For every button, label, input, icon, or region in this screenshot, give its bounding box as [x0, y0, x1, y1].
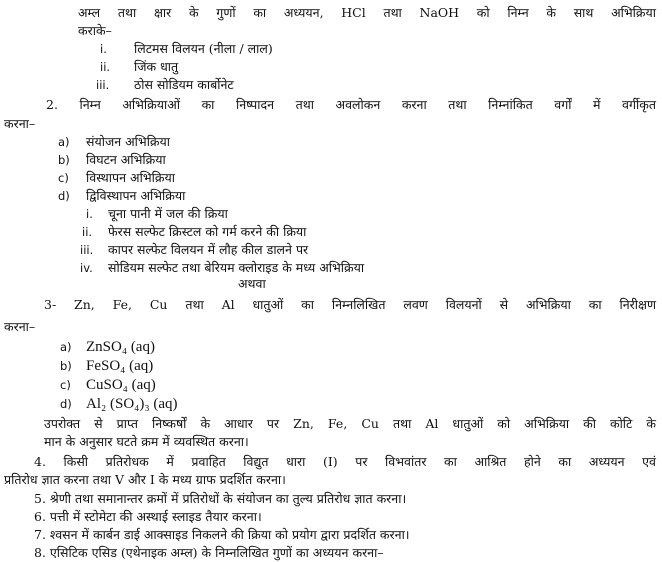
list-item: i. चूना पानी में जल की क्रिया — [86, 206, 228, 221]
question-4-line: 4. किसी प्रतिरोधक में प्रवाहित विद्युत धारा (I) पर विभवांतर का आश्रित होने का अध्ययन एवं — [34, 454, 656, 469]
question-2-line: 2. निम्न अभिक्रियाओं का निष्पादन तथा अवलोकन करना तथा निम्नांकित वर्गों में वर्गीकृत — [46, 97, 656, 112]
list-item: b) FeSO₄ (aq) — [60, 358, 154, 374]
question-2-line-cont: करना– — [4, 116, 36, 131]
acid-base-study-line: अम्ल तथा क्षार के गुणों का अध्ययन, HCl तथा NaOH को निम्न के साथ अभिक्रिया — [78, 5, 656, 20]
or-separator: अथवा — [238, 276, 266, 291]
list-item: a) संयोजन अभिक्रिया — [58, 134, 171, 149]
list-item: iii. ठोस सोडियम कार्बोनेट — [96, 77, 234, 92]
list-item: c) CuSO₄ (aq) — [60, 377, 156, 393]
list-item: iv. सोडियम सल्फेट तथा बेरियम क्लोराइड के मध्य अभिक्रिया — [80, 260, 365, 275]
list-item: i. लिटमस विलयन (नीला / लाल) — [100, 41, 273, 56]
list-item: c) विस्थापन अभिक्रिया — [58, 170, 175, 185]
question-8: 8. एसिटिक एसिड (एथेनाइक अम्ल) के निम्नलिखित गुणों का अध्ययन करना– — [34, 545, 384, 560]
acid-base-study-line-cont: कराके– — [78, 23, 112, 38]
question-3-conclusion-cont: मान के अनुसार घटते क्रम में व्यवस्थित करना। — [44, 434, 249, 449]
question-7: 7. श्वसन में कार्बन डाई आक्साइड निकलने की क्रिया को प्रयोग द्वारा प्रदर्शित करना। — [34, 527, 410, 542]
list-item: a) ZnSO₄ (aq) — [60, 339, 155, 355]
list-item: d) Al₂ (SO₄)₃ (aq) — [60, 396, 178, 412]
question-3-line: 3- Zn, Fe, Cu तथा Al धातुओं का निम्नलिखित लवण विलयनों से अभिक्रिया का निरीक्षण — [44, 297, 656, 312]
question-6: 6. पत्ती में स्टोमेटा की अस्थाई स्लाइड तैयार करना। — [34, 509, 262, 524]
list-item: d) द्विविस्थापन अभिक्रिया — [58, 188, 186, 203]
question-4-line-cont: प्रतिरोध ज्ञात करना तथा V और I के मध्य ग्राफ प्रदर्शित करना। — [4, 472, 286, 487]
list-item: iii. कापर सल्फेट विलयन में लौह कील डालने पर — [80, 242, 309, 257]
question-3-conclusion: उपरोक्त से प्राप्त निष्कर्षों के आधार पर Zn, Fe, Cu तथा Al धातुओं को अभिक्रिया की कोटि के — [44, 416, 656, 431]
list-item: ii. जिंक धातु — [100, 59, 179, 74]
list-item: ii. फेरस सल्फेट क्रिस्टल को गर्म करने की क्रिया — [82, 224, 307, 239]
question-5: 5. श्रेणी तथा समानान्तर क्रमों में प्रतिरोधों के संयोजन का तुल्य प्रतिरोध ज्ञात करना। — [34, 491, 407, 506]
list-item: b) विघटन अभिक्रिया — [58, 152, 166, 167]
question-3-line-cont: करना– — [4, 319, 36, 334]
